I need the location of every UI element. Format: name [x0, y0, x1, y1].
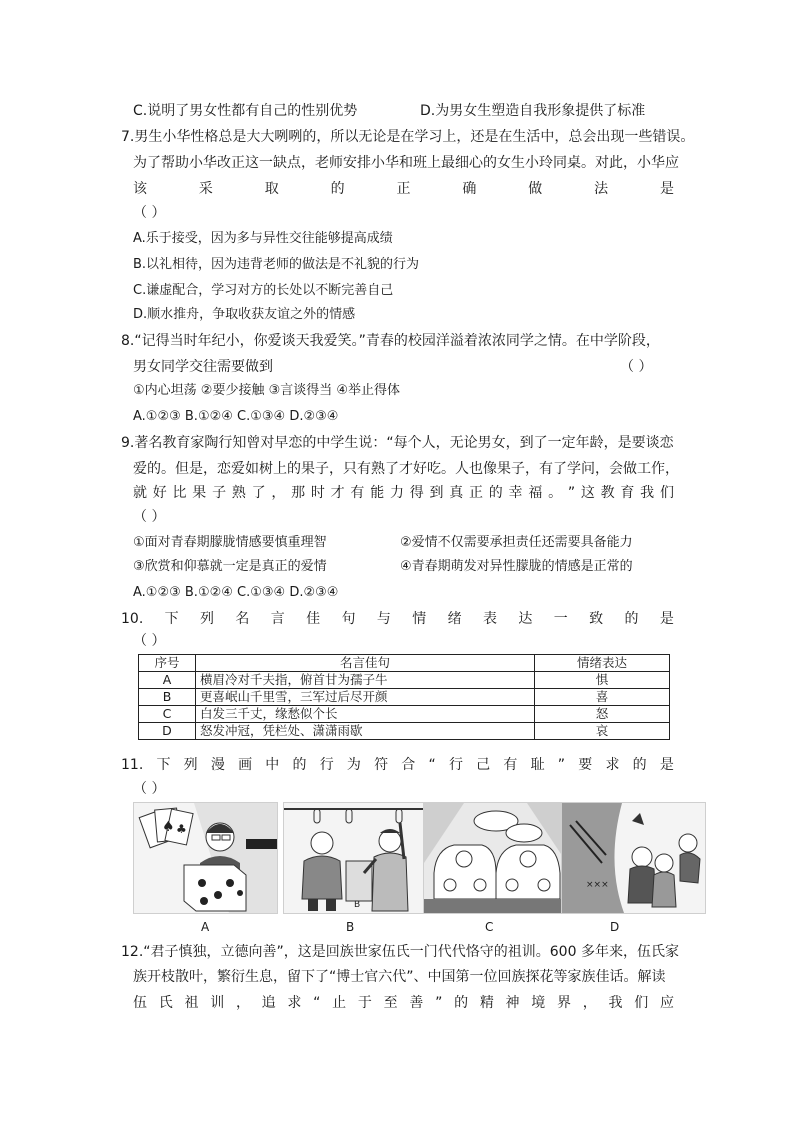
q7-answer-paren: （ ）: [133, 205, 166, 221]
q9-stem-line3: 就 好 比 果 子 熟 了 ， 那 时 才 有 能 力 得 到 真 正 的 幸 福 。 ” 这 教 育 我 们: [133, 485, 674, 501]
cell-emotion: 喜: [535, 689, 670, 706]
table-row: [139, 672, 670, 689]
cartoon-label-d: D: [610, 920, 620, 934]
cartoon-c-image: [423, 802, 568, 914]
q7-stem-line2: 为了帮助小华改正这一缺点，老师安排小华和班上最细心的女生小玲同桌。对此，小华应: [133, 155, 679, 171]
cell-quote: 怒发冲冠，凭栏处、潇潇雨歇: [196, 723, 535, 740]
q6-option-c: C.说明了男女性都有自己的性别优势: [133, 103, 358, 119]
q12-stem-line3: 伍 氏 祖 训 ， 追 求 “ 止 于 至 善 ” 的 精 神 境 界 ， 我 们 应: [133, 995, 674, 1011]
q9-stem-line1: 9.著名教育家陶行知曾对早恋的中学生说：“每个人，无论男女，到了一定年龄，是要谈恋: [121, 435, 674, 451]
q8-items: ①内心坦荡 ②要少接触 ③言谈得当 ④举止得体: [133, 383, 401, 398]
svg-text:×××: ×××: [586, 880, 609, 890]
q9-stem-line2: 爱的。但是，恋爱如树上的果子，只有熟了才好吃。人也像果子，有了学问，会做工作，: [133, 461, 679, 477]
q11-stem-line1: 11. 下 列 漫 画 中 的 行 为 符 合 “ 行 己 有 耻 ” 要 求 的 是: [121, 757, 674, 773]
header-emotion: 情绪表达: [535, 655, 670, 672]
cartoon-label-b: B: [346, 920, 355, 934]
q9-item-2: ②爱情不仅需要承担责任还需要具备能力: [400, 535, 633, 550]
cartoon-b-image: [283, 802, 428, 914]
cell-quote: 白发三千丈，缘愁似个长: [196, 706, 535, 723]
cell-quote: 更喜岷山千里雪，三军过后尽开颜: [196, 689, 535, 706]
q7-stem-line3: 该 采 取 的 正 确 做 法 是: [133, 181, 674, 197]
q7-stem-line1: 7.男生小华性格总是大大咧咧的，所以无论是在学习上，还是在生活中，总会出现一些错误。: [121, 129, 695, 145]
q8-choices: A.①②③ B.①②④ C.①③④ D.②③④: [133, 409, 339, 424]
q9-choices: A.①②③ B.①②④ C.①③④ D.②③④: [133, 585, 339, 600]
cell-emotion: 怒: [535, 706, 670, 723]
cell-emotion: 哀: [535, 723, 670, 740]
q10-stem-line1: 10. 下 列 名 言 佳 句 与 情 绪 表 达 一 致 的 是: [121, 611, 674, 627]
cartoon-a-image: [133, 802, 278, 914]
q7-option-a: A.乐于接受，因为多与异性交往能够提高成绩: [133, 231, 393, 246]
q9-answer-paren: （ ）: [133, 509, 166, 525]
q9-item-3: ③欣赏和仰慕就一定是真正的爱情: [133, 559, 327, 574]
q9-item-4: ④青春期萌发对异性朦胧的情感是正常的: [400, 559, 633, 574]
q8-stem-line2: 男女同学交往需要做到: [133, 359, 273, 375]
cell-number: A: [139, 672, 196, 689]
table-row: [139, 723, 670, 740]
table-row: [139, 706, 670, 723]
q9-item-1: ①面对青春期朦胧情感要慎重理智: [133, 535, 327, 550]
q6-option-d: D.为男女生塑造自我形象提供了标准: [420, 103, 646, 119]
svg-text:♠: ♠: [162, 819, 175, 835]
table-header-row: [139, 655, 670, 672]
q11-answer-paren: （ ）: [133, 781, 166, 797]
q10-answer-paren: （ ）: [133, 633, 166, 649]
q12-stem-line2: 族开枝散叶，繁衍生息，留下了“博士官六代”、中国第一位回族探花等家族佳话。解读: [133, 969, 666, 985]
header-number: 序号: [139, 655, 196, 672]
svg-text:B: B: [354, 900, 361, 910]
q8-answer-paren: （ ）: [620, 359, 653, 375]
table-row: [139, 689, 670, 706]
cell-quote: 横眉冷对千夫指，俯首甘为孺子牛: [196, 672, 535, 689]
q7-option-d: D.顺水推舟，争取收获友谊之外的情感: [133, 307, 356, 322]
q10-table: [138, 654, 670, 740]
q8-stem-line1: 8.“记得当时年纪小，你爱谈天我爱笑。”青春的校园洋溢着浓浓同学之情。在中学阶段，: [121, 333, 660, 349]
q7-option-c: C.谦虚配合，学习对方的长处以不断完善自己: [133, 283, 394, 298]
header-quote: 名言佳句: [196, 655, 535, 672]
cartoon-d-image: [561, 802, 706, 914]
cell-emotion: 惧: [535, 672, 670, 689]
cartoon-label-c: C: [485, 920, 494, 934]
q7-option-b: B.以礼相待，因为违背老师的做法是不礼貌的行为: [133, 257, 420, 272]
cell-number: C: [139, 706, 196, 723]
cell-number: D: [139, 723, 196, 740]
svg-text:♣: ♣: [176, 822, 187, 836]
cell-number: B: [139, 689, 196, 706]
q12-stem-line1: 12.“君子慎独，立德向善”，这是回族世家伍氏一门代代恪守的祖训。600 多年来，伍氏家: [121, 944, 679, 960]
cartoon-label-a: A: [201, 920, 210, 934]
